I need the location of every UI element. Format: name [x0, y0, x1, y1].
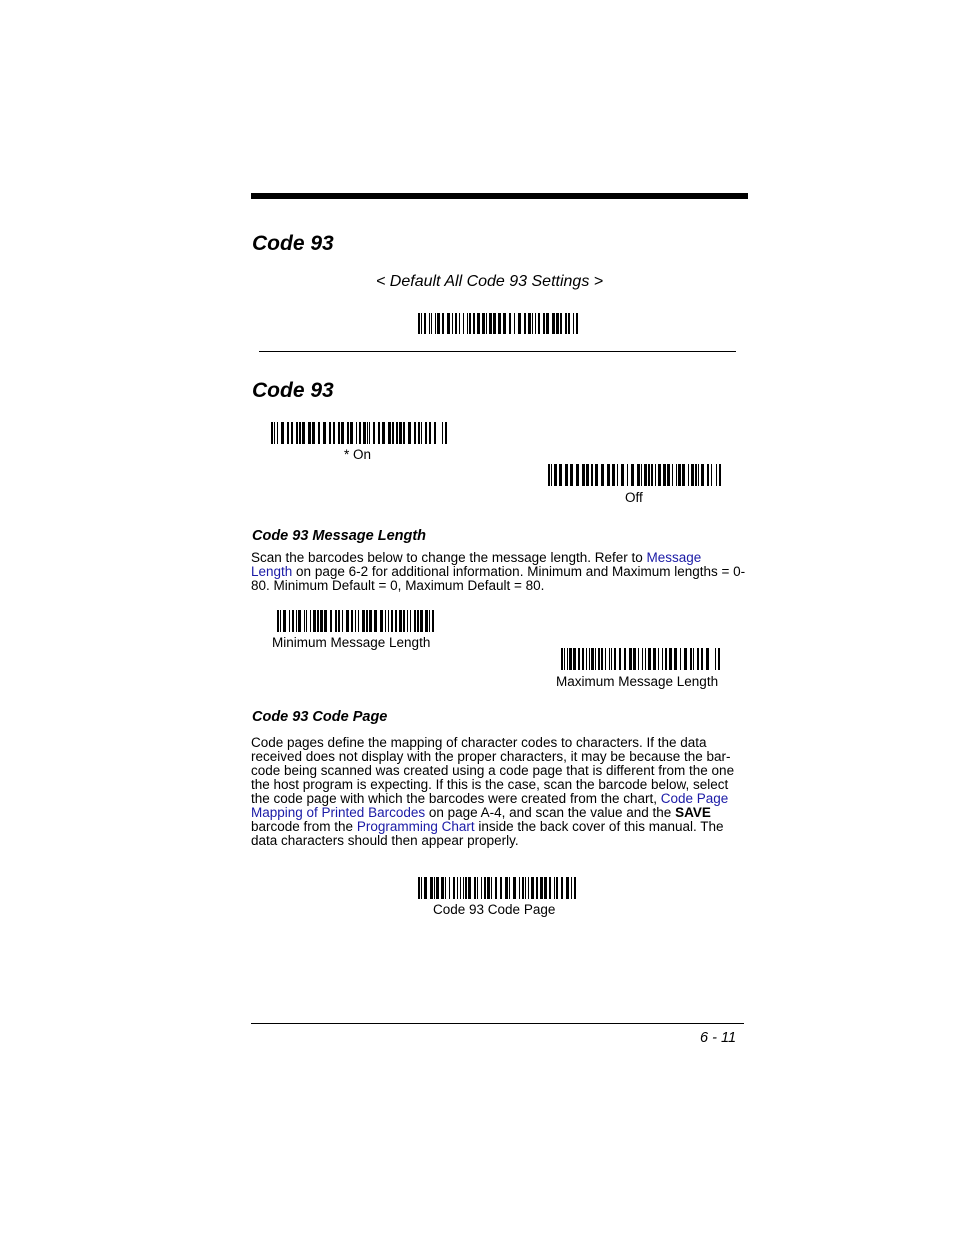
- code-page-barcode[interactable]: [418, 877, 576, 899]
- barcode-bar: [609, 648, 610, 670]
- barcode-bar: [676, 464, 677, 486]
- barcode-bar: [519, 877, 520, 899]
- barcode-bar: [518, 313, 521, 334]
- barcode-bar: [665, 648, 667, 670]
- barcode-bar: [445, 422, 447, 444]
- barcode-bar: [369, 422, 370, 444]
- barcode-bar: [289, 610, 290, 632]
- main-title: Code 93: [252, 232, 334, 255]
- barcode-bar: [317, 610, 319, 632]
- barcode-bar: [573, 313, 574, 334]
- barcode-bar: [447, 313, 450, 334]
- barcode-bar: [369, 610, 372, 632]
- barcode-bar: [482, 313, 485, 334]
- barcode-bar: [467, 313, 468, 334]
- barcode-bar: [648, 648, 651, 670]
- barcode-bar: [667, 464, 670, 486]
- barcode-bar: [589, 648, 590, 670]
- barcode-bar: [313, 610, 316, 632]
- barcode-bar: [437, 313, 440, 334]
- barcode-bar: [624, 648, 626, 670]
- barcode-bar: [292, 610, 294, 632]
- barcode-bar: [358, 610, 359, 632]
- barcode-bar: [535, 313, 536, 334]
- barcode-bar: [484, 877, 486, 899]
- barcode-bar: [274, 422, 275, 444]
- barcode-bar: [459, 313, 460, 334]
- barcode-bar: [310, 610, 311, 632]
- barcode-bar: [418, 313, 420, 334]
- barcode-bar: [417, 610, 419, 632]
- barcode-bar: [486, 313, 487, 334]
- barcode-bar: [436, 877, 439, 899]
- barcode-bar: [605, 648, 606, 670]
- barcode-bar: [347, 422, 349, 444]
- barcode-bar: [678, 464, 681, 486]
- barcode-bar: [503, 313, 506, 334]
- barcode-bar: [434, 877, 435, 899]
- barcode-bar: [477, 877, 478, 899]
- barcode-bar: [663, 464, 666, 486]
- barcode-bar: [367, 422, 368, 444]
- barcode-bar: [296, 422, 298, 444]
- default-settings-caption: < Default All Code 93 Settings >: [376, 273, 604, 290]
- section-title: Code 93: [252, 379, 334, 402]
- barcode-bar: [621, 464, 624, 486]
- code93-off-barcode[interactable]: [548, 464, 721, 486]
- barcode-bar: [465, 877, 467, 899]
- barcode-bar: [414, 610, 416, 632]
- save-keyword: SAVE: [675, 805, 711, 820]
- code-page-text-1: Code pages define the mapping of character codes to characters. If the data received does not display with the proper characters, it may be because the bar-code being scanned was created using a code page that is different from the one the host program is expecting. If this is the case, scan the barcode below, select the code page with which the barcodes were created from the chart,: [251, 735, 735, 806]
- barcode-bar: [442, 313, 444, 334]
- barcode-bar: [629, 648, 632, 670]
- barcode-bar: [489, 313, 492, 334]
- barcode-bar: [418, 422, 420, 444]
- barcode-bar: [701, 464, 704, 486]
- code93-on-label: * On: [344, 447, 372, 462]
- barcode-bar: [498, 313, 501, 334]
- barcode-bar: [528, 313, 531, 334]
- barcode-bar: [382, 422, 385, 444]
- barcode-bar: [691, 464, 694, 486]
- barcode-bar: [706, 648, 709, 670]
- barcode-bar: [388, 610, 389, 632]
- barcode-bar: [672, 464, 673, 486]
- barcode-bar: [477, 313, 480, 334]
- barcode-bar: [653, 648, 656, 670]
- barcode-bar: [424, 313, 426, 334]
- barcode-bar: [473, 313, 475, 334]
- barcode-bar: [350, 422, 353, 444]
- minimum-length-label: Minimum Message Length: [272, 635, 431, 650]
- barcode-bar: [429, 610, 430, 632]
- barcode-bar: [607, 464, 610, 486]
- barcode-bar: [641, 464, 642, 486]
- code-page-text-3: barcode from the: [251, 819, 357, 834]
- barcode-bar: [525, 877, 526, 899]
- barcode-bar: [363, 422, 366, 444]
- barcode-bar: [463, 313, 464, 334]
- barcode-bar: [277, 610, 279, 632]
- barcode-bar: [637, 464, 640, 486]
- barcode-bar: [642, 648, 643, 670]
- barcode-bar: [469, 313, 471, 334]
- barcode-bar: [445, 877, 446, 899]
- message-length-link[interactable]: Message Length: [251, 550, 702, 579]
- barcode-bar: [684, 648, 687, 670]
- barcode-bar: [505, 877, 508, 899]
- barcode-bar: [674, 648, 677, 670]
- barcode-bar: [335, 610, 337, 632]
- barcode-bar: [688, 464, 689, 486]
- barcode-bar: [591, 464, 593, 486]
- barcode-bar: [513, 877, 516, 899]
- barcode-bar: [329, 422, 331, 444]
- barcode-bar: [707, 464, 709, 486]
- barcode-bar: [374, 610, 377, 632]
- barcode-bar: [491, 877, 492, 899]
- barcode-bar: [561, 648, 563, 670]
- barcode-bar: [424, 877, 427, 899]
- barcode-bar: [690, 648, 692, 670]
- barcode-bar: [378, 422, 380, 444]
- barcode-bar: [434, 422, 436, 444]
- barcode-bar: [566, 877, 569, 899]
- barcode-bar: [453, 877, 455, 899]
- maximum-length-label: Maximum Message Length: [556, 674, 719, 689]
- barcode-bar: [567, 648, 568, 670]
- barcode-bar: [582, 648, 584, 670]
- barcode-bar: [362, 610, 365, 632]
- code-page-paragraph: [251, 736, 746, 848]
- barcode-bar: [410, 610, 411, 632]
- barcode-bar: [431, 313, 432, 334]
- barcode-bar: [573, 648, 576, 670]
- barcode-bar: [595, 648, 596, 670]
- barcode-bar: [554, 464, 557, 486]
- barcode-bar: [576, 313, 578, 334]
- barcode-bar: [341, 422, 344, 444]
- barcode-bar: [645, 648, 646, 670]
- barcode-bar: [308, 422, 311, 444]
- barcode-bar: [719, 464, 721, 486]
- barcode-bar: [392, 422, 394, 444]
- barcode-bar: [544, 877, 547, 899]
- barcode-bar: [481, 877, 482, 899]
- barcode-bar: [531, 877, 534, 899]
- barcode-bar: [669, 648, 672, 670]
- barcode-bar: [559, 464, 562, 486]
- barcode-bar: [318, 422, 320, 444]
- barcode-bar: [291, 422, 293, 444]
- barcode-bar: [408, 422, 411, 444]
- barcode-bar: [548, 464, 550, 486]
- barcode-bar: [693, 648, 694, 670]
- barcode-bar: [277, 422, 278, 444]
- barcode-bar: [430, 877, 433, 899]
- barcode-bar: [304, 610, 305, 632]
- barcode-bar: [403, 610, 405, 632]
- barcode-bar: [452, 313, 453, 334]
- message-length-heading: Code 93 Message Length: [252, 528, 427, 544]
- barcode-bar: [540, 877, 543, 899]
- barcode-bar: [561, 877, 563, 899]
- barcode-bar: [320, 610, 323, 632]
- barcode-bar: [695, 464, 697, 486]
- barcode-bar: [698, 464, 699, 486]
- barcode-bar: [655, 464, 656, 486]
- barcode-bar: [395, 610, 397, 632]
- barcode-bar: [554, 877, 555, 899]
- barcode-bar: [271, 422, 273, 444]
- barcode-bar: [586, 464, 589, 486]
- barcode-bar: [574, 877, 576, 899]
- barcode-bar: [474, 877, 476, 899]
- barcode-bar: [324, 610, 327, 632]
- programming-chart-link[interactable]: Programming Chart: [356, 819, 475, 834]
- barcode-bar: [565, 313, 567, 334]
- barcode-bar: [662, 648, 663, 670]
- barcode-bar: [658, 648, 659, 670]
- barcode-bar: [568, 313, 570, 334]
- barcode-bar: [718, 648, 720, 670]
- barcode-bar: [449, 877, 450, 899]
- barcode-bar: [463, 877, 464, 899]
- barcode-bar: [338, 610, 340, 632]
- barcode-bar: [648, 464, 650, 486]
- barcode-bar: [617, 464, 618, 486]
- barcode-bar: [281, 422, 284, 444]
- barcode-bar: [495, 877, 497, 899]
- barcode-bar: [570, 464, 573, 486]
- barcode-bar: [487, 877, 490, 899]
- header-rule: [251, 193, 748, 199]
- barcode-bar: [359, 422, 361, 444]
- barcode-bar: [582, 464, 585, 486]
- barcode-bar: [536, 877, 538, 899]
- barcode-bar: [565, 464, 568, 486]
- barcode-bar: [330, 610, 332, 632]
- barcode-bar: [601, 648, 603, 670]
- barcode-bar: [509, 313, 511, 334]
- barcode-bar: [399, 422, 402, 444]
- barcode-bar: [651, 464, 653, 486]
- barcode-bar: [552, 313, 555, 334]
- barcode-bar: [280, 610, 281, 632]
- barcode-bar: [571, 877, 572, 899]
- barcode-bar: [455, 313, 457, 334]
- code-page-text-4: inside the back cover of this manual. The data characters should then appear properly.: [251, 819, 724, 848]
- barcode-bar: [619, 648, 621, 670]
- barcode-bar: [631, 464, 634, 486]
- barcode-bar: [468, 877, 471, 899]
- default-settings-barcode[interactable]: [418, 313, 578, 334]
- barcode-bar: [682, 464, 685, 486]
- barcode-bar: [658, 464, 661, 486]
- barcode-bar: [342, 610, 343, 632]
- barcode-bar: [697, 648, 699, 670]
- barcode-bar: [543, 313, 545, 334]
- barcode-bar: [399, 610, 402, 632]
- barcode-bar: [421, 422, 422, 444]
- barcode-bar: [569, 648, 572, 670]
- barcode-bar: [716, 464, 717, 486]
- minimum-length-barcode[interactable]: [277, 610, 434, 632]
- message-length-paragraph: [251, 551, 746, 593]
- code-page-text-2: on page A-4, and scan the value and the: [425, 805, 676, 820]
- barcode-bar: [429, 313, 430, 334]
- barcode-bar: [711, 464, 712, 486]
- barcode-bar: [333, 422, 335, 444]
- barcode-bar: [441, 877, 444, 899]
- barcode-bar: [391, 610, 393, 632]
- barcode-bar: [633, 648, 636, 670]
- maximum-length-barcode[interactable]: [561, 648, 720, 670]
- barcode-bar: [421, 877, 422, 899]
- barcode-bar: [366, 610, 368, 632]
- barcode-bar: [546, 313, 549, 334]
- code-page-mapping-link[interactable]: Code Page Mapping of Printed Barcodes: [251, 791, 729, 820]
- barcode-bar: [355, 610, 356, 632]
- barcode-bar: [611, 648, 612, 670]
- barcode-bar: [644, 464, 647, 486]
- barcode-bar: [338, 422, 340, 444]
- barcode-bar: [514, 313, 515, 334]
- barcode-bar: [356, 422, 357, 444]
- barcode-bar: [420, 610, 423, 632]
- barcode-bar: [564, 648, 565, 670]
- barcode-bar: [578, 648, 580, 670]
- barcode-bar: [298, 610, 301, 632]
- code-page-heading: Code 93 Code Page: [252, 709, 388, 725]
- barcode-bar: [306, 610, 307, 632]
- barcode-bar: [425, 422, 427, 444]
- section-divider: [259, 351, 736, 352]
- barcode-bar: [302, 422, 305, 444]
- barcode-bar: [346, 610, 349, 632]
- message-length-text-1: Scan the barcodes below to change the message length. Refer to: [251, 550, 647, 565]
- barcode-bar: [442, 422, 443, 444]
- barcode-bar: [601, 464, 604, 486]
- code93-on-barcode[interactable]: [271, 422, 447, 444]
- code93-off-label: Off: [625, 490, 643, 505]
- barcode-bar: [627, 464, 628, 486]
- barcode-bar: [528, 877, 529, 899]
- barcode-bar: [556, 877, 558, 899]
- barcode-bar: [425, 610, 428, 632]
- barcode-bar: [549, 877, 551, 899]
- message-length-text-2: on page 6-2 for additional information. Minimum and Maximum lengths = 0-80. Minimum Default = 0, Maximum Default = 80.: [251, 564, 746, 593]
- barcode-bar: [380, 610, 383, 632]
- barcode-bar: [560, 313, 562, 334]
- barcode-bar: [500, 877, 502, 899]
- barcode-bar: [595, 464, 598, 486]
- barcode-bar: [429, 422, 431, 444]
- barcode-bar: [614, 648, 616, 670]
- barcode-bar: [396, 422, 398, 444]
- barcode-bar: [287, 422, 289, 444]
- barcode-bar: [522, 877, 524, 899]
- barcode-bar: [701, 648, 703, 670]
- barcode-bar: [612, 464, 615, 486]
- barcode-bar: [598, 648, 600, 670]
- barcode-bar: [414, 422, 416, 444]
- barcode-bar: [680, 648, 681, 670]
- page-number: 6 - 11: [700, 1030, 737, 1046]
- barcode-bar: [385, 610, 386, 632]
- barcode-bar: [312, 422, 315, 444]
- barcode-bar: [432, 610, 434, 632]
- barcode-bar: [388, 422, 391, 444]
- barcode-bar: [373, 422, 375, 444]
- barcode-bar: [351, 610, 353, 632]
- barcode-bar: [556, 313, 559, 334]
- barcode-bar: [407, 610, 408, 632]
- barcode-bar: [524, 313, 526, 334]
- barcode-bar: [586, 648, 587, 670]
- barcode-bar: [493, 313, 496, 334]
- barcode-bar: [457, 877, 458, 899]
- barcode-bar: [538, 313, 540, 334]
- barcode-bar: [435, 313, 436, 334]
- barcode-bar: [283, 610, 286, 632]
- barcode-bar: [323, 422, 326, 444]
- barcode-bar: [551, 464, 552, 486]
- barcode-bar: [532, 313, 533, 334]
- barcode-bar: [460, 877, 461, 899]
- barcode-bar: [591, 648, 594, 670]
- barcode-bar: [296, 610, 297, 632]
- barcode-bar: [403, 422, 405, 444]
- code-page-barcode-label: Code 93 Code Page: [433, 902, 556, 917]
- barcode-bar: [509, 877, 510, 899]
- footer-rule: [251, 1023, 744, 1024]
- barcode-bar: [421, 313, 422, 334]
- barcode-bar: [418, 877, 420, 899]
- barcode-bar: [638, 648, 639, 670]
- barcode-bar: [715, 648, 716, 670]
- barcode-bar: [299, 422, 301, 444]
- barcode-bar: [576, 464, 579, 486]
